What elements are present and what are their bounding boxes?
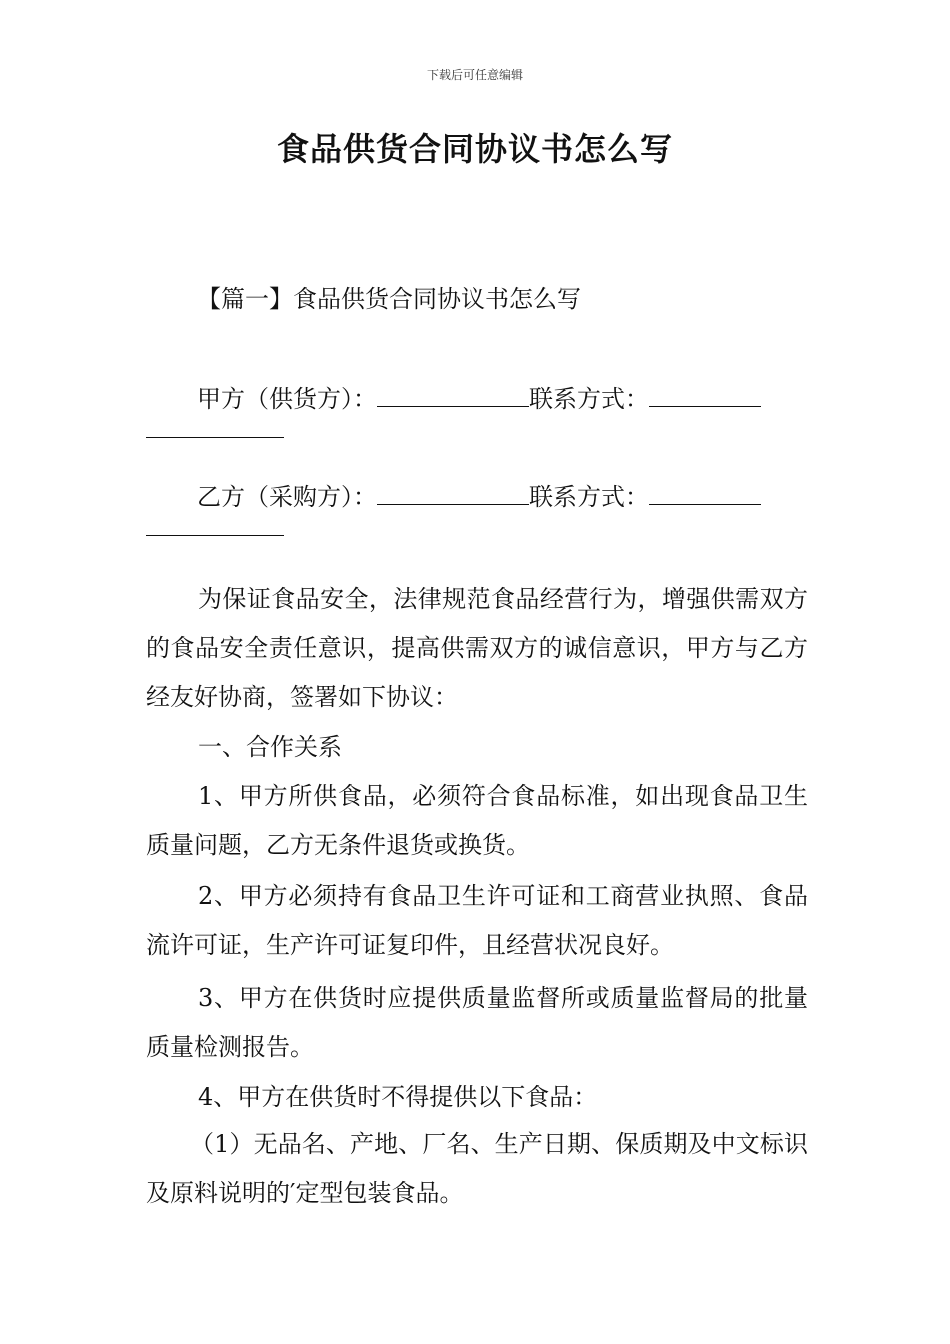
intro-paragraph: 为保证食品安全，法律规范食品经营行为，增强供需双方的食品安全责任意识，提高供需双方的诚信意识，甲方与乙方经友好协商，签署如下协议：	[146, 585, 808, 711]
party-a-contact-blank	[649, 384, 761, 407]
party-b-contact-label: 联系方式：	[529, 483, 649, 511]
party-b-line	[197, 480, 761, 514]
party-a-label: 甲方（供货方）：	[197, 385, 377, 413]
party-b-name-blank	[377, 482, 529, 505]
clause-item-1: 1、甲方所供食品，必须符合食品标准，如出现食品卫生质量问题，乙方无条件退货或换货。	[146, 782, 808, 859]
document-title: 食品供货合同协议书怎么写	[276, 130, 673, 168]
clause-item-3: 3、甲方在供货时应提供质量监督所或质量监督局的批量质量检测报告。	[146, 984, 808, 1061]
party-b-contact-blank	[649, 482, 761, 505]
clause-item-2: 2、甲方必须持有食品卫生许可证和工商营业执照、食品流许可证，生产许可证复印件，且经营状况良好。	[146, 882, 808, 959]
section-heading: 【篇一】食品供货合同协议书怎么写	[197, 285, 581, 313]
clause-item-4: 4、甲方在供货时不得提供以下食品：	[198, 1083, 598, 1111]
clause-item-4-1: （1）无品名、产地、厂名、生产日期、保质期及中文标识及原料说明的′定型包装食品。	[146, 1130, 808, 1207]
party-b-contact-blank-continued	[146, 535, 284, 536]
party-a-name-blank	[377, 384, 529, 407]
party-a-contact-label: 联系方式：	[529, 385, 649, 413]
party-a-line	[197, 382, 761, 416]
page-header-note: 下载后可任意编辑	[426, 68, 523, 82]
clause-heading-cooperation: 一、合作关系	[198, 733, 342, 761]
party-b-label: 乙方（采购方）：	[197, 483, 377, 511]
party-a-contact-blank-continued	[146, 437, 284, 438]
